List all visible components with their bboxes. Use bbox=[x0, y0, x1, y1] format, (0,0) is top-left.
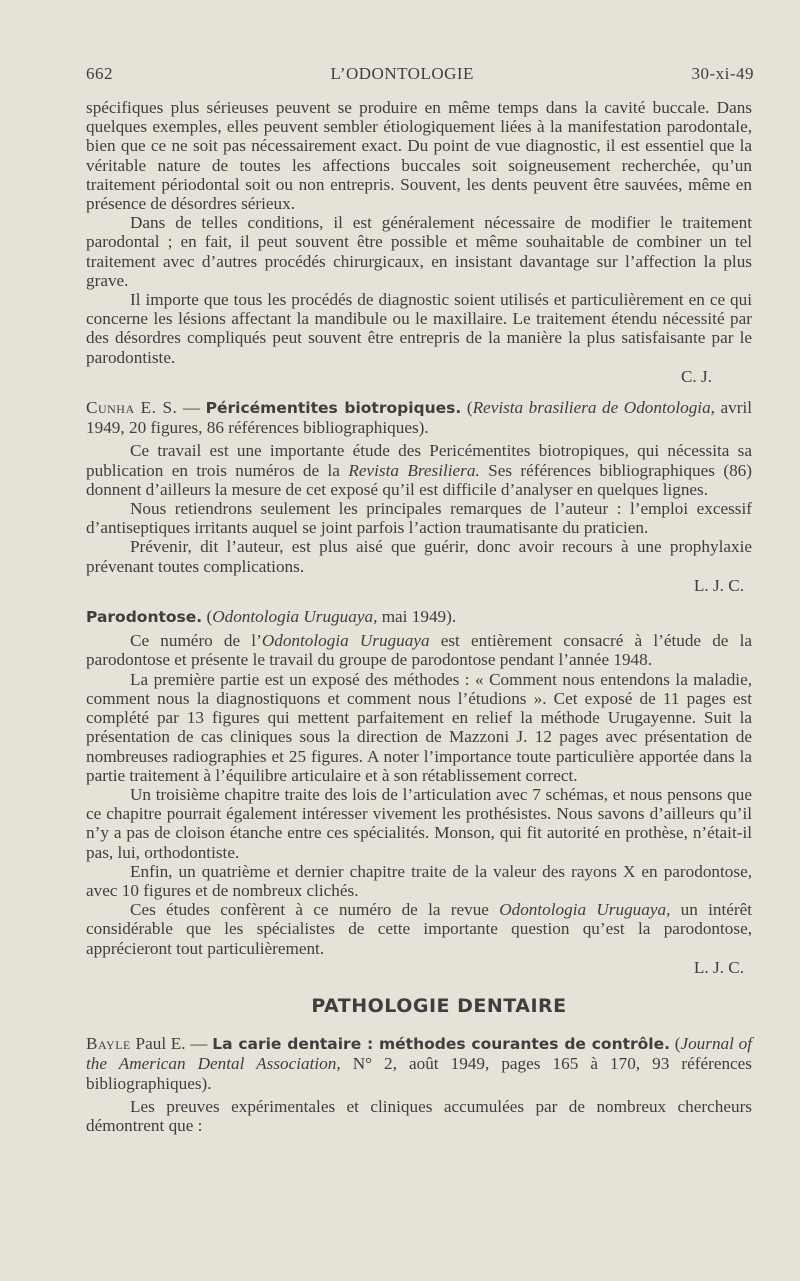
review-heading: Bayle Paul E. — La carie dentaire : méthodes courantes de contrôle. (Journal of the American Dental Association, N° 2, août 1949, pages 165 à 170, 93 références bibliographiques). bbox=[86, 1034, 752, 1093]
paragraph: Un troisième chapitre traite des lois de l’articulation avec 7 schémas, et nous pensons que ce chapitre pourrait également intéresser vivement les prothésistes. Nous savons d’ailleurs qu’il n’y a pas de cloison étanche entre ces spécialités. Monson, qui fit autorité en prothèse, n’était-il pas, lui, orthodontiste. bbox=[86, 784, 752, 862]
paragraph: Ce numéro de l’Odontologia Uruguaya est entièrement consacré à l’étude de la parodontose et présente le travail du groupe de parodontose pendant l’année 1948. bbox=[86, 631, 753, 670]
review-heading: Cunha E. S. — Péricémentites biotropiques. (Revista brasiliera de Odontologia, avril 1949, 20 figures, 86 références bibliographiques). bbox=[86, 398, 753, 438]
paragraph: spécifiques plus sérieuses peuvent se produire en même temps dans la cavité buccale. Dans quelques exemples, elles peuvent sembler étiologiquement liées à la manifestation parodontale, bien que ce ne soit pas nécessairement exact. Du point de vue diagnostic, il est essentiel que la véritable nature de toutes les affections buccales soit soigneusement recherchée, qu’un traitement périodontal soit ou non entrepris. Souvent, les dents peuvent être sauvées, même en présence de désordres sérieux. bbox=[86, 98, 752, 214]
running-header bbox=[86, 64, 754, 84]
paragraph: Ces études confèrent à ce numéro de la revue Odontologia Uruguaya, un intérêt considérable que les spécialistes de cette importante question qu’est la parodontose, apprécieront tout particulièrement. bbox=[86, 900, 753, 958]
signature-line bbox=[86, 367, 752, 386]
paragraph bbox=[86, 290, 752, 367]
section-heading: PATHOLOGIE DENTAIRE bbox=[311, 994, 567, 1017]
source-journal: Journal of the American Dental Association, bbox=[86, 1034, 752, 1074]
review-heading: Parodontose. (Odontologia Uruguaya, mai 1949). bbox=[86, 607, 457, 627]
review-author: Cunha E. S. bbox=[86, 398, 178, 418]
signature: L. J. C. bbox=[693, 575, 744, 595]
source-journal: Revista brasiliera de Odontologia, bbox=[472, 398, 715, 418]
paragraph: Nous retiendrons seulement les principales remarques de l’auteur : l’emploi excessif d’antiseptiques irritants auquel se joint parfois l’action traumatisante du praticien. bbox=[86, 499, 752, 538]
journal-title: L’ODONTOLOGIE bbox=[330, 64, 474, 83]
signature-line bbox=[86, 958, 752, 977]
paragraph: Ce travail est une importante étude des Pericémentites biotropiques, qui nécessita sa publication en trois numéros de la Revista Bresiliera. Ses références bibliographiques (86) donnent d’ailleurs la mesure de cet exposé qu’il est difficile d’analyser en quelques lignes. bbox=[86, 441, 752, 499]
source-journal: Odontologia Uruguaya, bbox=[212, 607, 378, 627]
paragraph: Prévenir, dit l’auteur, est plus aisé que guérir, donc avoir recours à une prophylaxie prévenant toutes complications. bbox=[86, 537, 752, 576]
issue-date: 30-xi-49 bbox=[691, 64, 754, 83]
review-title: Parodontose. bbox=[86, 608, 203, 627]
paragraph: Les preuves expérimentales et cliniques accumulées par de nombreux chercheurs démontrent que : bbox=[86, 1096, 752, 1135]
signature: C. J. bbox=[680, 366, 712, 386]
page-number: 662 bbox=[86, 64, 113, 83]
signature: L. J. C. bbox=[693, 957, 744, 977]
signature-line bbox=[86, 576, 752, 595]
review-title: La carie dentaire : méthodes courantes de contrôle. bbox=[212, 1035, 671, 1054]
paragraph: Dans de telles conditions, il est généralement nécessaire de modifier le traitement parodontal ; en fait, il peut souvent être possible et même souhaitable de combiner un tel traitement avec d’autres procédés chirurgicaux, en insistant davantage sur l’affection la plus grave. bbox=[86, 213, 752, 290]
paragraph: La première partie est un exposé des méthodes : « Comment nous entendons la maladie, comment nous la diagnostiquons et comment nous l’étudions ». Cet exposé de 11 pages est complété par 13 figures qui mettent parfaitement en relief la méthode Urugayenne. Suit la présentation de cas cliniques sous la direction de Mazzoni J. 12 pages avec présentation de nombreuses radiographies et 25 figures. A noter l’importance toute particulière apportée dans la partie traitement à l’équilibre articulaire et à son rétablissement correct. bbox=[86, 669, 752, 785]
paragraph-text: Il importe que tous les procédés de diagnostic soient utilisés et particulièrement en ce qui concerne les lésions affectant la mandibule ou le maxillaire. Le traitement étendu nécessité par des désordres compliqués peut souvent être entrepris de la manière la plus satisfaisante par le parodontiste. bbox=[86, 290, 752, 367]
paragraph: Enfin, un quatrième et dernier chapitre traite de la valeur des rayons X en parodontose, avec 10 figures et de nombreux clichés. bbox=[86, 861, 752, 900]
review-author: Bayle bbox=[86, 1034, 131, 1054]
article-body bbox=[86, 98, 752, 1135]
review-title: Péricémentites biotropiques. bbox=[205, 399, 462, 418]
